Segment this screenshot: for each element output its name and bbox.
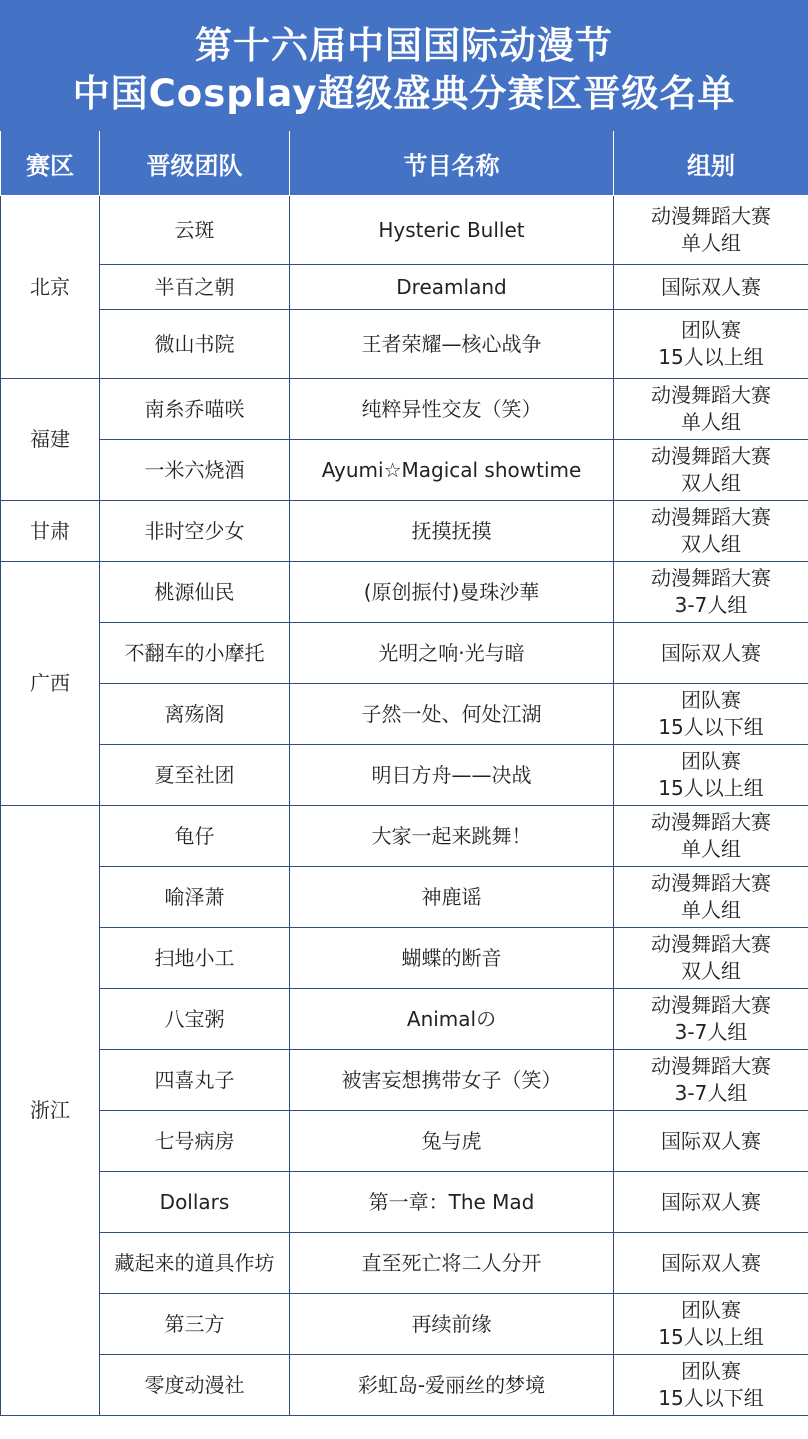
program-cell: 蝴蝶的断音 — [290, 928, 614, 989]
category-line-1: 动漫舞蹈大赛 — [651, 444, 771, 468]
team-cell: 桃源仙民 — [100, 562, 290, 623]
category-line-1: 动漫舞蹈大赛 — [651, 566, 771, 590]
team-cell: 离殇阁 — [100, 684, 290, 745]
header-program: 节目名称 — [290, 131, 614, 196]
category-line-1: 团队赛 — [681, 749, 741, 773]
team-cell: 不翻车的小摩托 — [100, 623, 290, 684]
category-cell — [614, 745, 808, 806]
team-cell: 喻泽萧 — [100, 867, 290, 928]
category-cell — [614, 196, 808, 265]
category-cell — [614, 867, 808, 928]
category-line-1: 动漫舞蹈大赛 — [651, 383, 771, 407]
program-cell: 明日方舟——决战 — [290, 745, 614, 806]
program-cell: 光明之响·光与暗 — [290, 623, 614, 684]
region-cell: 广西 — [1, 562, 100, 806]
team-cell: 七号病房 — [100, 1111, 290, 1172]
category-line-2: 双人组 — [681, 959, 741, 983]
category-line-2: 15人以上组 — [658, 1325, 764, 1349]
program-cell: Hysteric Bullet — [290, 196, 614, 265]
table-row — [1, 1294, 808, 1355]
category-cell — [614, 440, 808, 501]
team-cell: Dollars — [100, 1172, 290, 1233]
table-row — [1, 928, 808, 989]
category-line-2: 3-7人组 — [674, 593, 748, 617]
team-cell: 非时空少女 — [100, 501, 290, 562]
category-line-1: 动漫舞蹈大赛 — [651, 505, 771, 529]
table-row — [1, 684, 808, 745]
title-line-2: 中国Cosplay超级盛典分赛区晋级名单 — [72, 72, 736, 115]
table-row — [1, 623, 808, 684]
program-cell: 再续前缘 — [290, 1294, 614, 1355]
header-region: 赛区 — [1, 131, 100, 196]
table-row — [1, 1355, 808, 1416]
program-cell: 彩虹岛-爱丽丝的梦境 — [290, 1355, 614, 1416]
team-cell: 藏起来的道具作坊 — [100, 1233, 290, 1294]
team-cell: 第三方 — [100, 1294, 290, 1355]
title-line-1: 第十六届中国国际动漫节 — [195, 24, 613, 67]
program-cell: Ayumi☆Magical showtime — [290, 440, 614, 501]
team-cell: 零度动漫社 — [100, 1355, 290, 1416]
category-line-2: 15人以下组 — [658, 715, 764, 739]
table-row — [1, 379, 808, 440]
table-row — [1, 1050, 808, 1111]
category-line-2: 单人组 — [681, 410, 741, 434]
table-row — [1, 440, 808, 501]
category-cell — [614, 501, 808, 562]
table-row — [1, 1233, 808, 1294]
category-cell — [614, 379, 808, 440]
program-cell: 子然一处、何处江湖 — [290, 684, 614, 745]
category-cell — [614, 928, 808, 989]
table-row — [1, 265, 808, 310]
team-cell: 南糸乔喵咲 — [100, 379, 290, 440]
program-cell: 神鹿谣 — [290, 867, 614, 928]
program-cell: 大家一起来跳舞！ — [290, 806, 614, 867]
category-line-2: 双人组 — [681, 532, 741, 556]
table-row — [1, 1172, 808, 1233]
category-line-1: 动漫舞蹈大赛 — [651, 1054, 771, 1078]
team-cell: 半百之朝 — [100, 265, 290, 310]
team-cell: 四喜丸子 — [100, 1050, 290, 1111]
program-cell: 抚摸抚摸 — [290, 501, 614, 562]
table-row — [1, 806, 808, 867]
program-cell: 被害妄想携带女子（笑） — [290, 1050, 614, 1111]
category-line-2: 15人以上组 — [658, 345, 764, 369]
category-cell: 国际双人赛 — [614, 265, 808, 310]
header-row — [1, 131, 808, 196]
program-cell: 第一章：The Mad — [290, 1172, 614, 1233]
title-banner — [0, 0, 808, 131]
table-row — [1, 745, 808, 806]
category-line-1: 团队赛 — [681, 1298, 741, 1322]
category-line-1: 团队赛 — [681, 318, 741, 342]
region-cell: 福建 — [1, 379, 100, 501]
region-cell: 北京 — [1, 196, 100, 379]
category-line-2: 单人组 — [681, 898, 741, 922]
team-cell: 一米六烧酒 — [100, 440, 290, 501]
category-cell — [614, 684, 808, 745]
header-team: 晋级团队 — [100, 131, 290, 196]
program-cell: Dreamland — [290, 265, 614, 310]
region-cell: 甘肃 — [1, 501, 100, 562]
team-cell: 夏至社团 — [100, 745, 290, 806]
category-line-1: 动漫舞蹈大赛 — [651, 810, 771, 834]
table-row — [1, 501, 808, 562]
category-line-1: 团队赛 — [681, 1359, 741, 1383]
category-cell — [614, 1050, 808, 1111]
category-cell — [614, 562, 808, 623]
program-cell: 王者荣耀—核心战争 — [290, 310, 614, 379]
program-cell: 兔与虎 — [290, 1111, 614, 1172]
category-line-2: 3-7人组 — [674, 1020, 748, 1044]
program-cell: 纯粹异性交友（笑） — [290, 379, 614, 440]
category-line-1: 动漫舞蹈大赛 — [651, 932, 771, 956]
category-cell: 国际双人赛 — [614, 1233, 808, 1294]
category-cell — [614, 1294, 808, 1355]
category-line-1: 动漫舞蹈大赛 — [651, 871, 771, 895]
category-cell: 国际双人赛 — [614, 1172, 808, 1233]
program-cell: 直至死亡将二人分开 — [290, 1233, 614, 1294]
team-cell: 龟仔 — [100, 806, 290, 867]
category-cell — [614, 310, 808, 379]
program-cell: Animalの — [290, 989, 614, 1050]
header-category: 组别 — [614, 131, 808, 196]
team-cell: 微山书院 — [100, 310, 290, 379]
category-line-2: 单人组 — [681, 231, 741, 255]
table-row — [1, 867, 808, 928]
category-cell: 国际双人赛 — [614, 1111, 808, 1172]
table-row — [1, 989, 808, 1050]
region-cell: 浙江 — [1, 806, 100, 1416]
category-line-2: 15人以下组 — [658, 1386, 764, 1410]
category-cell — [614, 989, 808, 1050]
table-row — [1, 1111, 808, 1172]
table-row — [1, 562, 808, 623]
team-cell: 八宝粥 — [100, 989, 290, 1050]
category-line-2: 双人组 — [681, 471, 741, 495]
category-line-1: 团队赛 — [681, 688, 741, 712]
table-row — [1, 196, 808, 265]
category-line-2: 15人以上组 — [658, 776, 764, 800]
roster-table — [0, 131, 808, 1416]
category-line-2: 3-7人组 — [674, 1081, 748, 1105]
table-row — [1, 310, 808, 379]
program-cell: (原创振付)曼珠沙華 — [290, 562, 614, 623]
category-cell: 国际双人赛 — [614, 623, 808, 684]
category-line-1: 动漫舞蹈大赛 — [651, 993, 771, 1017]
team-cell: 扫地小工 — [100, 928, 290, 989]
category-line-1: 动漫舞蹈大赛 — [651, 204, 771, 228]
category-line-2: 单人组 — [681, 837, 741, 861]
category-cell — [614, 1355, 808, 1416]
category-cell — [614, 806, 808, 867]
team-cell: 云斑 — [100, 196, 290, 265]
